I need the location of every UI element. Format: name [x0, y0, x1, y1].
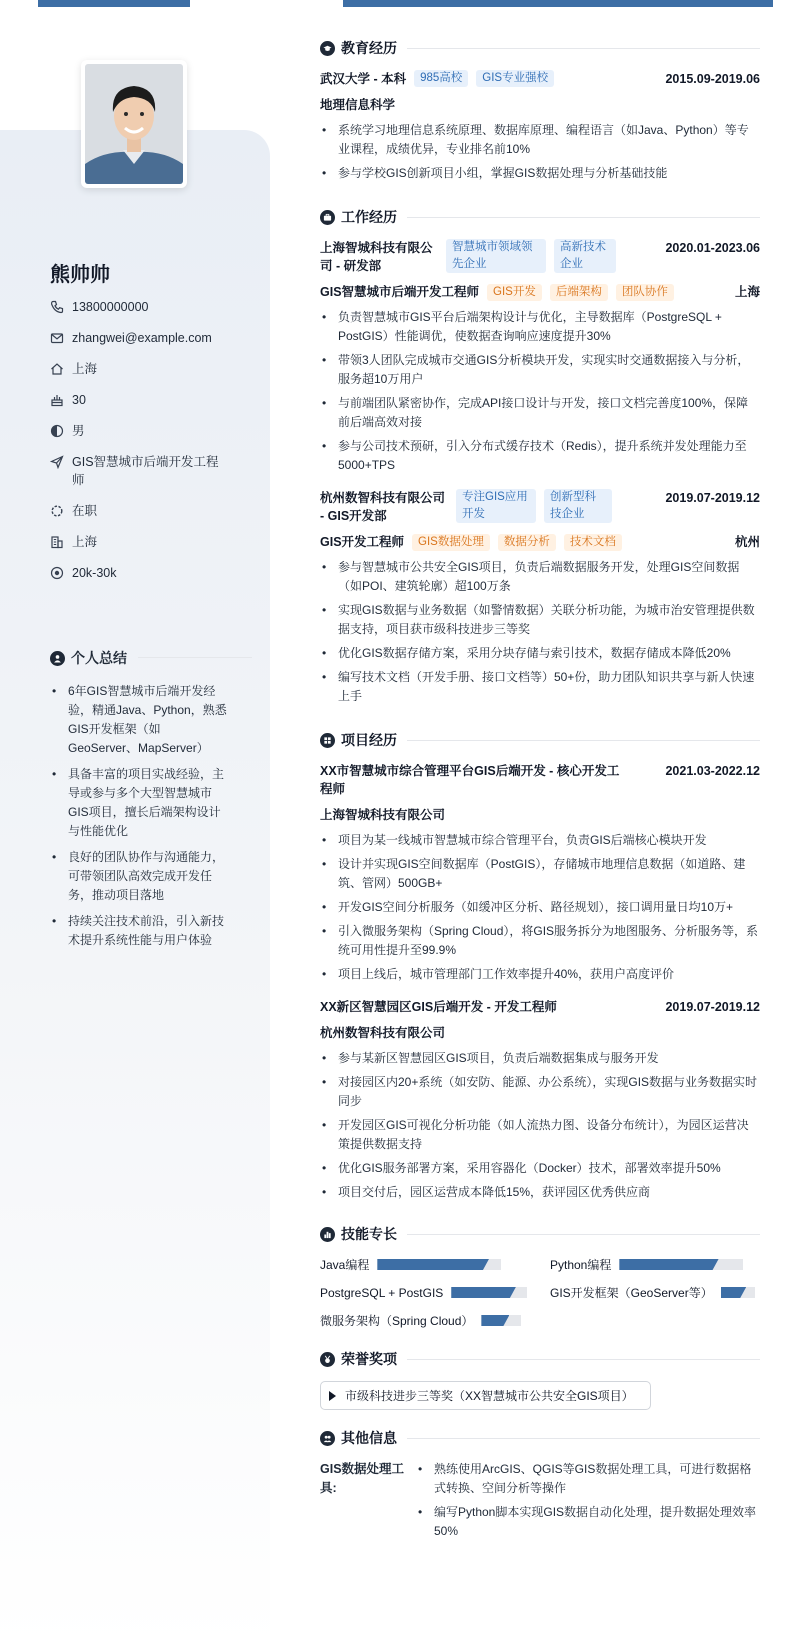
info-age	[50, 391, 230, 409]
education-date: 2015.09-2019.06	[665, 72, 760, 86]
award-text: 市级科技进步三等奖（XX智慧城市公共安全GIS项目）	[345, 1389, 634, 1403]
list-item: • 参与智慧城市公共安全GIS项目，负责后端数据服务开发，处理GIS空间数据（如POI、建筑轮廓）超100万条	[320, 558, 760, 596]
list-item: • 与前端团队紧密协作，完成API接口设计与开发，接口文档完善度100%，保障前后端高效对接	[320, 394, 760, 432]
skill-tag: 数据分析	[498, 534, 556, 551]
section-divider	[407, 217, 760, 218]
school-name: 武汉大学 - 本科	[320, 72, 407, 86]
gender-icon	[50, 424, 64, 438]
other-title: 其他信息	[341, 1430, 397, 1446]
info-text: 男	[72, 424, 85, 438]
briefcase-icon	[320, 210, 335, 225]
section-divider	[407, 1438, 760, 1439]
summary-heading	[50, 648, 127, 668]
skill-name: PostgreSQL + PostGIS	[320, 1285, 444, 1300]
status-icon	[50, 504, 64, 518]
list-item: • 持续关注技术前沿，引入新技术提升系统性能与用户体验	[50, 912, 230, 950]
education-details	[320, 121, 760, 183]
skill-name: 微服务架构（Spring Cloud）	[320, 1314, 474, 1328]
cake-icon	[50, 393, 64, 407]
list-item: • 优化GIS服务部署方案，采用容器化（Docker）技术，部署效率提升50%	[320, 1159, 760, 1178]
list-item: • 实现GIS数据与业务数据（如警情数据）关联分析功能，为城市治安管理提供数据支持，项目获市级科技进步三等奖	[320, 601, 760, 639]
company-tag: 高新技术企业	[554, 239, 616, 273]
info-location	[50, 360, 230, 378]
building-icon	[50, 535, 64, 549]
skill-bar-fill	[721, 1287, 747, 1298]
major: 地理信息科学	[320, 98, 396, 112]
list-item: • 项目为某一线城市智慧城市综合管理平台，负责GIS后端核心模块开发	[320, 831, 760, 850]
money-icon	[50, 566, 64, 580]
list-item: • 负责智慧城市GIS平台后端架构设计与优化，主导数据库（PostgreSQL + PostGIS）性能调优，使数据查询响应速度提升30%	[320, 308, 760, 346]
education-title: 教育经历	[341, 40, 397, 56]
other-heading	[320, 1428, 760, 1448]
skill-bar-fill	[377, 1259, 489, 1270]
job-role: GIS开发工程师	[320, 535, 405, 549]
skill-tag: GIS开发	[487, 284, 542, 301]
list-item: • 设计并实现GIS空间数据库（PostGIS），存储城市地理信息数据（如道路、建筑、管网）500GB+	[320, 855, 760, 893]
project-entry	[320, 762, 760, 984]
job-details	[320, 308, 760, 475]
info-text: 上海	[72, 362, 98, 376]
summary-divider	[138, 657, 252, 658]
skill-item	[320, 1284, 530, 1301]
chart-icon	[320, 1227, 335, 1242]
company-name: 上海智城科技有限公司 - 研发部	[320, 241, 433, 273]
other-list	[416, 1460, 760, 1546]
job-role: GIS智慧城市后端开发工程师	[320, 285, 480, 299]
skill-name: Python编程	[550, 1258, 612, 1272]
main-content	[320, 38, 760, 1546]
summary-list	[50, 682, 230, 957]
skills-title: 技能专长	[341, 1226, 397, 1242]
users-icon	[320, 1431, 335, 1446]
list-item: • 良好的团队协作与沟通能力，可带领团队高效完成开发任务，推动项目落地	[50, 848, 230, 905]
info-phone	[50, 298, 230, 316]
list-item: • 编写Python脚本实现GIS数据自动化处理，提升数据处理效率50%	[416, 1503, 760, 1541]
list-item: • 带领3人团队完成城市交通GIS分析模块开发，实现实时交通数据接入与分析，服务超10万用户	[320, 351, 760, 389]
list-item: • 系统学习地理信息系统原理、数据库原理、编程语言（如Java、Python）等专业课程，成绩优异，专业排名前10%	[320, 121, 760, 159]
award-item[interactable]	[320, 1381, 651, 1410]
avatar	[81, 60, 187, 188]
education-entry	[320, 70, 760, 183]
honors-title: 荣誉奖项	[341, 1351, 397, 1367]
home-icon	[50, 362, 64, 376]
project-entry	[320, 998, 760, 1202]
skills-grid	[320, 1256, 760, 1329]
section-divider	[407, 1234, 760, 1235]
info-text: GIS智慧城市后端开发工程师	[72, 455, 219, 487]
list-item: • 项目交付后，园区运营成本降低15%，获评园区优秀供应商	[320, 1183, 760, 1202]
projects-heading	[320, 730, 760, 750]
phone-icon	[50, 300, 64, 314]
work-entry	[320, 489, 760, 706]
list-item: • 开发园区GIS可视化分析功能（如人流热力图、设备分布统计），为园区运营决策提供数据支持	[320, 1116, 760, 1154]
info-text: 13800000000	[72, 300, 149, 314]
person-icon	[50, 651, 65, 666]
company-tag: 创新型科技企业	[544, 489, 612, 523]
top-accent-bar-left	[38, 0, 190, 7]
job-city: 上海	[734, 285, 760, 299]
project-date: 2019.07-2019.12	[665, 1000, 760, 1014]
info-text: 30	[72, 393, 86, 407]
company-name: 杭州数智科技有限公司 - GIS开发部	[320, 491, 446, 523]
skill-tag: GIS数据处理	[412, 534, 490, 551]
project-company: 杭州数智科技有限公司	[320, 1026, 446, 1040]
info-job-target	[50, 453, 230, 489]
skill-tag: 后端架构	[550, 284, 608, 301]
section-divider	[407, 1359, 760, 1360]
info-email	[50, 329, 230, 347]
info-gender	[50, 422, 230, 440]
work-date: 2019.07-2019.12	[665, 491, 760, 505]
top-accent-bar-right	[343, 0, 773, 7]
skill-bar	[619, 1259, 743, 1270]
send-icon	[50, 455, 64, 469]
projects-title: 项目经历	[341, 732, 397, 748]
list-item: • 参与公司技术预研，引入分布式缓存技术（Redis），提升系统并发处理能力至5000+TPS	[320, 437, 760, 475]
list-item: • 优化GIS数据存储方案，采用分块存储与索引技术，数据存储成本降低20%	[320, 644, 760, 663]
skill-item	[550, 1256, 760, 1273]
school-tag: GIS专业强校	[476, 70, 554, 87]
skill-item	[320, 1312, 530, 1329]
work-date: 2020.01-2023.06	[665, 241, 760, 255]
skill-tag: 团队协作	[616, 284, 674, 301]
project-details	[320, 1049, 760, 1202]
list-item: • 6年GIS智慧城市后端开发经验，精通Java、Python，熟悉GIS开发框架（如GeoServer、MapServer）	[50, 682, 230, 758]
other-info	[320, 1460, 760, 1546]
section-divider	[407, 740, 760, 741]
list-item: • 参与某新区智慧园区GIS项目，负责后端数据集成与服务开发	[320, 1049, 760, 1068]
summary-title: 个人总结	[71, 650, 127, 666]
contact-info-list	[50, 298, 230, 595]
school-tag: 985高校	[414, 70, 468, 87]
skill-bar-fill	[481, 1315, 509, 1326]
work-heading	[320, 207, 760, 227]
mail-icon	[50, 331, 64, 345]
list-item: • 具备丰富的项目实战经验，主导或参与多个大型智慧城市GIS项目，擅长后端架构设计与性能优化	[50, 765, 230, 841]
avatar-image	[85, 64, 183, 184]
company-tag: 专注GIS应用开发	[456, 489, 536, 523]
graduation-cap-icon	[320, 41, 335, 56]
info-city	[50, 533, 230, 551]
skill-item	[320, 1256, 530, 1273]
info-status	[50, 502, 230, 520]
skill-bar	[377, 1259, 501, 1270]
job-city: 杭州	[734, 535, 760, 549]
list-item: • 项目上线后，城市管理部门工作效率提升40%，获用户高度评价	[320, 965, 760, 984]
skill-item	[550, 1284, 760, 1301]
list-item: • 编写技术文档（开发手册、接口文档等）50+份，助力团队知识共享与新人快速上手	[320, 668, 760, 706]
info-salary	[50, 564, 230, 582]
project-date: 2021.03-2022.12	[665, 764, 760, 778]
list-item: • 参与学校GIS创新项目小组，掌握GIS数据处理与分析基础技能	[320, 164, 760, 183]
info-text: 在职	[72, 504, 98, 518]
work-title: 工作经历	[341, 209, 397, 225]
skill-bar-fill	[451, 1287, 516, 1298]
other-label: GIS数据处理工具:	[320, 1462, 405, 1495]
medal-icon	[320, 1352, 335, 1367]
list-item: • 引入微服务架构（Spring Cloud），将GIS服务拆分为地图服务、分析服务等，系统可用性提升至99.9%	[320, 922, 760, 960]
education-heading	[320, 38, 760, 58]
skill-bar-fill	[619, 1259, 718, 1270]
skill-bar	[721, 1287, 755, 1298]
candidate-name: 熊帅帅	[50, 264, 110, 286]
info-text: 20k-30k	[72, 566, 117, 580]
list-item: • 熟练使用ArcGIS、QGIS等GIS数据处理工具，可进行数据格式转换、空间分析等操作	[416, 1460, 760, 1498]
info-text: 上海	[72, 535, 98, 549]
skill-name: Java编程	[320, 1258, 370, 1272]
list-item: • 对接园区内20+系统（如安防、能源、办公系统），实现GIS数据与业务数据实时同步	[320, 1073, 760, 1111]
skill-tag: 技术文档	[564, 534, 622, 551]
honors-heading	[320, 1349, 760, 1369]
section-divider	[407, 48, 760, 49]
job-details	[320, 558, 760, 706]
company-tag: 智慧城市领域领先企业	[446, 239, 546, 273]
skill-bar	[451, 1287, 527, 1298]
project-company: 上海智城科技有限公司	[320, 808, 446, 822]
project-details	[320, 831, 760, 984]
skill-bar	[481, 1315, 521, 1326]
project-name: XX市智慧城市综合管理平台GIS后端开发 - 核心开发工程师	[320, 764, 620, 796]
work-entry	[320, 239, 760, 475]
play-icon	[329, 1391, 336, 1401]
skill-name: GIS开发框架（GeoServer等）	[550, 1286, 713, 1300]
info-text: zhangwei@example.com	[72, 331, 212, 345]
grid-icon	[320, 733, 335, 748]
skills-heading	[320, 1224, 760, 1244]
project-name: XX新区智慧园区GIS后端开发 - 开发工程师	[320, 1000, 557, 1014]
list-item: • 开发GIS空间分析服务（如缓冲区分析、路径规划），接口调用量日均10万+	[320, 898, 760, 917]
